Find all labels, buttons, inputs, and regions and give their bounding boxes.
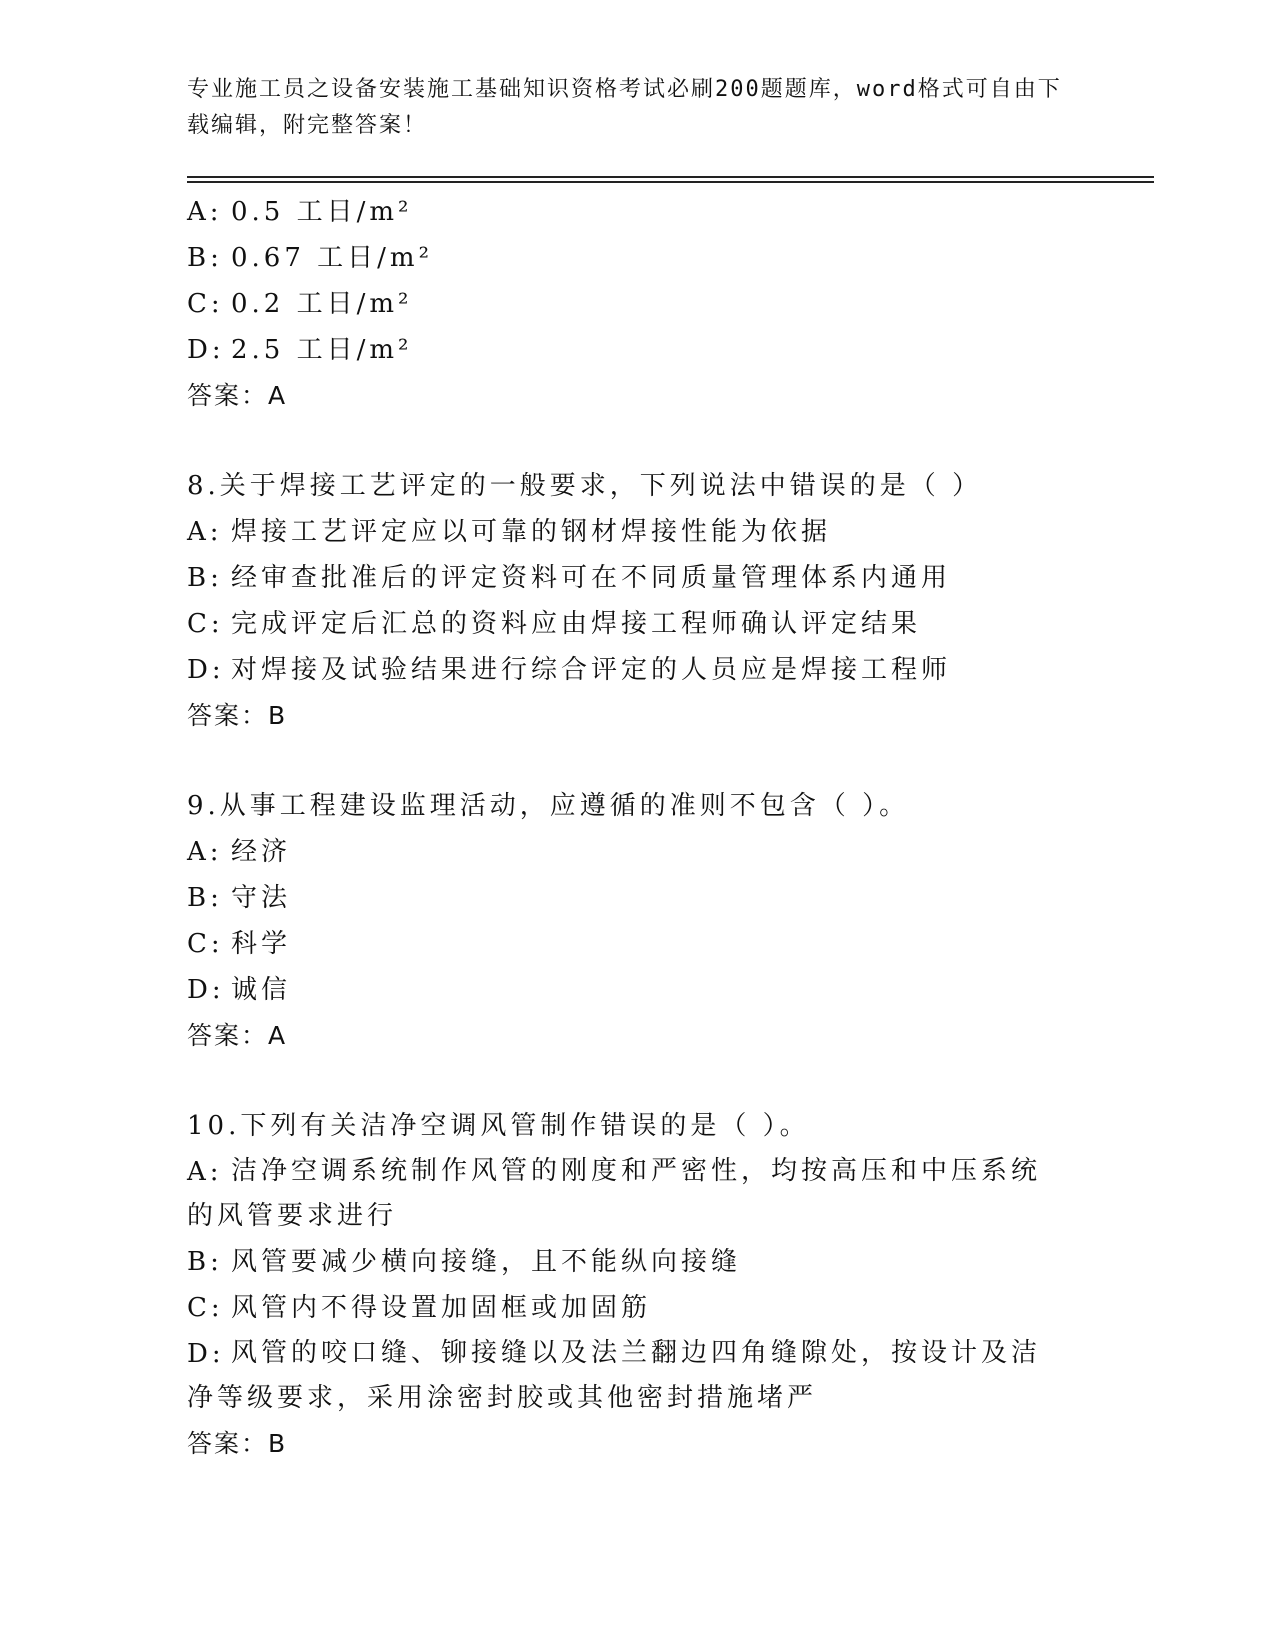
option-letter: D: bbox=[187, 335, 225, 365]
question-stem: 9.从事工程建设监理活动，应遵循的准则不包含（ ）。 bbox=[187, 791, 910, 821]
option-text: 对焊接及试验结果进行综合评定的人员应是焊接工程师 bbox=[231, 655, 952, 685]
option-text: 风管内不得设置加固框或加固筋 bbox=[231, 1293, 652, 1323]
option-d bbox=[187, 1331, 1087, 1421]
option-letter: B: bbox=[187, 883, 223, 913]
answer-line: 答案：B bbox=[187, 701, 288, 730]
option-c bbox=[187, 281, 1087, 327]
option-a bbox=[187, 509, 1087, 555]
option-text: 经济 bbox=[231, 837, 292, 867]
option-letter: D: bbox=[187, 1339, 225, 1369]
answer-line: 答案：A bbox=[187, 1021, 288, 1050]
option-text: 经审查批准后的评定资料可在不同质量管理体系内通用 bbox=[231, 563, 952, 593]
option-letter: D: bbox=[187, 975, 225, 1005]
option-text: 0.67 工日/m² bbox=[231, 243, 433, 273]
option-b bbox=[187, 235, 1087, 281]
option-d bbox=[187, 647, 1087, 693]
option-letter: A: bbox=[187, 837, 223, 867]
option-text: 2.5 工日/m² bbox=[231, 335, 413, 365]
option-letter: D: bbox=[187, 655, 225, 685]
option-letter: C: bbox=[187, 289, 224, 319]
question-stem: 8.关于焊接工艺评定的一般要求，下列说法中错误的是（ ） bbox=[187, 471, 983, 501]
option-letter: B: bbox=[187, 1247, 223, 1277]
option-c bbox=[187, 601, 1087, 647]
option-text: 0.2 工日/m² bbox=[231, 289, 413, 319]
document-header: 专业施工员之设备安装施工基础知识资格考试必刷200题题库，word格式可自由下载编辑，附完整答案！ bbox=[187, 77, 1062, 138]
option-letter: B: bbox=[187, 563, 223, 593]
header-divider-bottom bbox=[187, 181, 1154, 183]
question-list bbox=[187, 189, 1087, 1467]
option-text: 0.5 工日/m² bbox=[231, 197, 413, 227]
option-b bbox=[187, 875, 1087, 921]
question-10 bbox=[187, 1103, 1087, 1467]
option-text: 焊接工艺评定应以可靠的钢材焊接性能为依据 bbox=[231, 517, 832, 547]
option-letter: A: bbox=[187, 517, 223, 547]
option-letter: C: bbox=[187, 929, 224, 959]
question-9 bbox=[187, 783, 1087, 1059]
option-text: 洁净空调系统制作风管的刚度和严密性，均按高压和中压系统的风管要求进行 bbox=[187, 1156, 1042, 1231]
question-8 bbox=[187, 463, 1087, 739]
option-b bbox=[187, 555, 1087, 601]
option-letter: B: bbox=[187, 243, 223, 273]
option-a bbox=[187, 189, 1087, 235]
answer-line: 答案：A bbox=[187, 381, 288, 410]
option-letter: C: bbox=[187, 609, 224, 639]
option-letter: A: bbox=[187, 1157, 223, 1187]
question-7 bbox=[187, 189, 1087, 419]
option-text: 诚信 bbox=[231, 975, 292, 1005]
option-text: 风管要减少横向接缝，且不能纵向接缝 bbox=[231, 1247, 742, 1277]
option-d bbox=[187, 967, 1087, 1013]
option-a bbox=[187, 829, 1087, 875]
option-c bbox=[187, 921, 1087, 967]
option-text: 完成评定后汇总的资料应由焊接工程师确认评定结果 bbox=[231, 609, 922, 639]
header-divider-top bbox=[187, 176, 1154, 178]
answer-line: 答案：B bbox=[187, 1429, 288, 1458]
option-c bbox=[187, 1285, 1087, 1331]
option-letter: A: bbox=[187, 197, 223, 227]
option-d bbox=[187, 327, 1087, 373]
option-text: 科学 bbox=[231, 929, 292, 959]
option-a bbox=[187, 1149, 1087, 1239]
option-text: 风管的咬口缝、铆接缝以及法兰翻边四角缝隙处，按设计及洁净等级要求，采用涂密封胶或其他密封措施堵严 bbox=[187, 1338, 1042, 1413]
question-stem: 10.下列有关洁净空调风管制作错误的是（ ）。 bbox=[187, 1111, 810, 1141]
option-text: 守法 bbox=[231, 883, 292, 913]
option-b bbox=[187, 1239, 1087, 1285]
option-letter: C: bbox=[187, 1293, 224, 1323]
